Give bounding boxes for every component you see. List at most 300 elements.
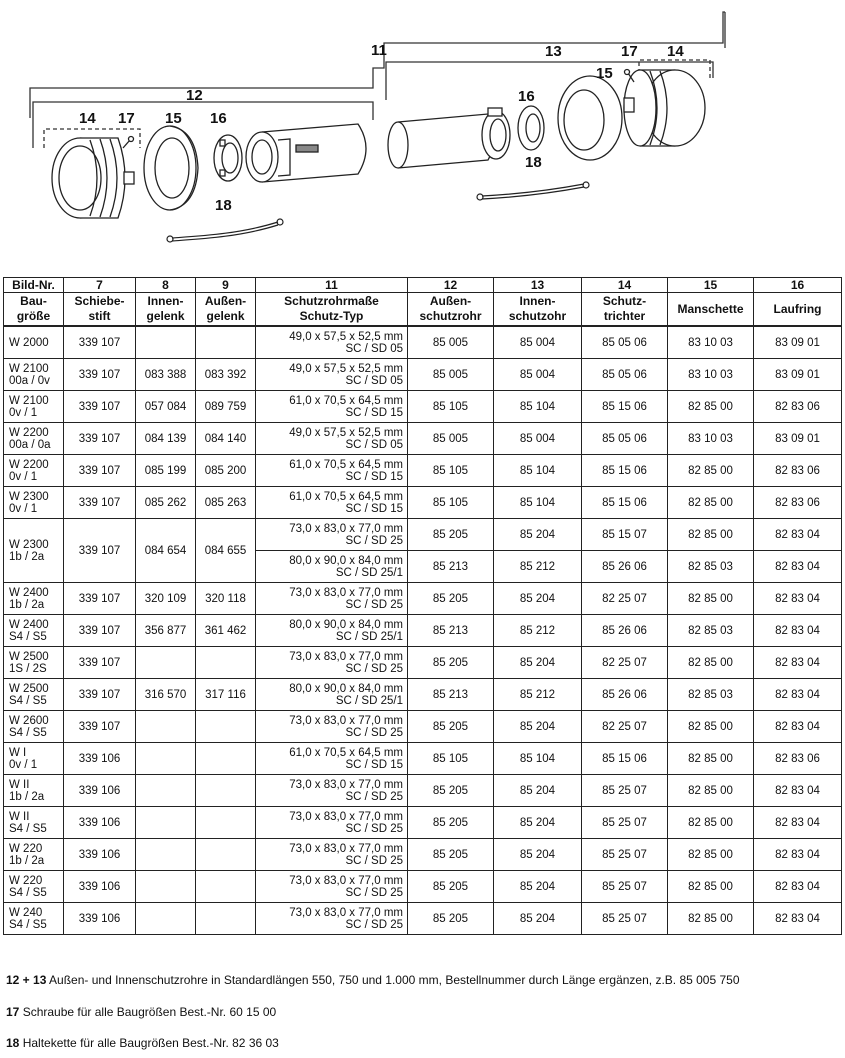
cell-line: W II [9, 810, 30, 823]
cell-c8 [136, 839, 196, 871]
callout-15-left: 15 [165, 110, 182, 127]
callout-18-left: 18 [215, 197, 232, 214]
cell-line: SC / SD 25 [345, 726, 403, 739]
cell-c16: 82 83 04 [754, 775, 842, 807]
table-row [4, 487, 842, 519]
dimension-cell [256, 391, 408, 423]
protection-cone-right [624, 70, 705, 146]
cell-c7: 339 107 [64, 711, 136, 743]
callout-16-right: 16 [518, 88, 535, 105]
cell-c15: 82 85 00 [668, 807, 754, 839]
cell-c12: 85 205 [408, 711, 494, 743]
table-row [4, 519, 842, 551]
table-row [4, 615, 842, 647]
header-name-line: Schutzrohrmaße [284, 294, 379, 308]
cell-c14: 85 26 06 [582, 615, 668, 647]
cell-c14: 85 15 06 [582, 391, 668, 423]
table-row [4, 711, 842, 743]
cell-line: W 2200 [9, 426, 49, 439]
size-cell [4, 359, 64, 391]
cell-c9 [196, 743, 256, 775]
dimension-cell [256, 871, 408, 903]
cell-line: W 2300 [9, 538, 49, 551]
size-cell [4, 743, 64, 775]
cell-c13: 85 204 [494, 583, 582, 615]
header-name-9 [754, 293, 842, 327]
cell-c15: 82 85 00 [668, 583, 754, 615]
cell-line: S4 / S5 [9, 822, 47, 835]
header-name-line: Schutz- [602, 294, 647, 308]
size-cell [4, 711, 64, 743]
cell-c9: 085 200 [196, 455, 256, 487]
dimension-cell [256, 647, 408, 679]
callout-18-right: 18 [525, 154, 542, 171]
cell-line: W 240 [9, 906, 43, 919]
header-name-line: Bau- [20, 294, 47, 308]
cell-c8: 316 570 [136, 679, 196, 711]
callout-15-right: 15 [596, 65, 613, 82]
cell-c8: 084 139 [136, 423, 196, 455]
parts-table [3, 277, 842, 935]
cell-line: 00a / 0v [9, 374, 50, 387]
cell-c7: 339 106 [64, 871, 136, 903]
dimension-cell [256, 807, 408, 839]
cell-line: SC / SD 25 [345, 886, 403, 899]
cell-c16: 82 83 04 [754, 839, 842, 871]
cell-c13: 85 204 [494, 711, 582, 743]
cell-line: 73,0 x 83,0 x 77,0 mm [289, 810, 403, 823]
holding-chain-left [167, 219, 283, 242]
cell-line: 49,0 x 57,5 x 52,5 mm [289, 426, 403, 439]
cell-c12: 85 005 [408, 326, 494, 359]
cell-c12: 85 205 [408, 583, 494, 615]
cell-line: SC / SD 25 [345, 598, 403, 611]
cell-c13: 85 204 [494, 839, 582, 871]
size-cell [4, 423, 64, 455]
cell-line: 80,0 x 90,0 x 84,0 mm [289, 554, 403, 567]
cell-c9: 084 655 [196, 519, 256, 583]
cell-c13: 85 204 [494, 871, 582, 903]
cell-c15: 82 85 03 [668, 615, 754, 647]
cell-c9: 320 118 [196, 583, 256, 615]
cell-c12: 85 105 [408, 487, 494, 519]
table-row [4, 743, 842, 775]
cell-line: W 2400 [9, 586, 49, 599]
cell-c12: 85 205 [408, 807, 494, 839]
cell-c12: 85 213 [408, 615, 494, 647]
cell-c15: 82 85 00 [668, 391, 754, 423]
cell-line: SC / SD 05 [345, 374, 403, 387]
cell-c12: 85 205 [408, 871, 494, 903]
header-number-6: 13 [494, 278, 582, 293]
table-row [4, 903, 842, 935]
cell-c16: 83 09 01 [754, 326, 842, 359]
header-name-line: schutzohr [508, 309, 567, 323]
cell-c16: 82 83 04 [754, 583, 842, 615]
cell-c13: 85 204 [494, 647, 582, 679]
cell-c16: 82 83 04 [754, 871, 842, 903]
cell-line: 1b / 2a [9, 854, 45, 867]
cell-line: SC / SD 15 [345, 502, 403, 515]
cell-c14: 85 25 07 [582, 775, 668, 807]
header-number-5: 12 [408, 278, 494, 293]
cell-line: SC / SD 25/1 [335, 694, 403, 707]
table-row [4, 423, 842, 455]
dimension-cell [256, 487, 408, 519]
dimension-cell [256, 519, 408, 551]
cell-line: 0v / 1 [9, 406, 38, 419]
cell-c15: 82 85 03 [668, 551, 754, 583]
cell-c15: 82 85 00 [668, 871, 754, 903]
cell-c7: 339 107 [64, 487, 136, 519]
dimension-cell [256, 839, 408, 871]
bearing-ring-right [518, 106, 544, 150]
dimension-cell [256, 551, 408, 583]
header-number-8: 15 [668, 278, 754, 293]
cell-line: 73,0 x 83,0 x 77,0 mm [289, 586, 403, 599]
sleeve-left [144, 126, 198, 210]
cell-c8 [136, 807, 196, 839]
cell-line: W 2600 [9, 714, 49, 727]
cell-c15: 82 85 03 [668, 679, 754, 711]
cell-c7: 339 107 [64, 455, 136, 487]
dimension-cell [256, 423, 408, 455]
cell-c7: 339 107 [64, 583, 136, 615]
cell-line: W 2300 [9, 490, 49, 503]
cell-c16: 82 83 06 [754, 487, 842, 519]
cell-c15: 82 85 00 [668, 487, 754, 519]
header-name-row [4, 293, 842, 327]
cell-c12: 85 205 [408, 647, 494, 679]
size-cell [4, 326, 64, 359]
cell-c9: 361 462 [196, 615, 256, 647]
table-body [4, 326, 842, 935]
header-name-line: trichter [603, 309, 646, 323]
cell-c14: 85 05 06 [582, 423, 668, 455]
cell-c7: 339 107 [64, 519, 136, 583]
cell-c14: 85 25 07 [582, 903, 668, 935]
cell-c14: 85 15 06 [582, 487, 668, 519]
cell-c16: 82 83 04 [754, 519, 842, 551]
cell-line: 49,0 x 57,5 x 52,5 mm [289, 330, 403, 343]
cell-line: S4 / S5 [9, 918, 47, 931]
size-cell [4, 679, 64, 711]
table-row [4, 326, 842, 359]
cell-line: SC / SD 15 [345, 406, 403, 419]
cell-line: 73,0 x 83,0 x 77,0 mm [289, 906, 403, 919]
cell-c12: 85 213 [408, 679, 494, 711]
cell-line: W 2000 [9, 336, 49, 349]
cell-line: 49,0 x 57,5 x 52,5 mm [289, 362, 403, 375]
cell-line: SC / SD 25/1 [335, 630, 403, 643]
cell-c7: 339 106 [64, 807, 136, 839]
cell-c9: 085 263 [196, 487, 256, 519]
dimension-cell [256, 743, 408, 775]
bearing-ring-left [214, 135, 242, 181]
cell-c16: 82 83 04 [754, 647, 842, 679]
cell-c7: 339 107 [64, 615, 136, 647]
note-text: Schraube für alle Baugrößen Best.-Nr. 60 15 00 [22, 1005, 277, 1019]
size-cell [4, 519, 64, 583]
cell-line: S4 / S5 [9, 726, 47, 739]
cell-c13: 85 204 [494, 775, 582, 807]
cell-c12: 85 205 [408, 519, 494, 551]
cell-c15: 82 85 00 [668, 455, 754, 487]
cell-c13: 85 204 [494, 807, 582, 839]
cell-line: 00a / 0a [9, 438, 51, 451]
size-cell [4, 903, 64, 935]
size-cell [4, 391, 64, 423]
cell-c14: 85 05 06 [582, 326, 668, 359]
cell-c14: 85 15 06 [582, 743, 668, 775]
cell-line: SC / SD 25 [345, 790, 403, 803]
cell-c9 [196, 711, 256, 743]
note-chain [6, 1036, 279, 1050]
callout-17-left: 17 [118, 110, 135, 127]
cell-line: 73,0 x 83,0 x 77,0 mm [289, 650, 403, 663]
note-key: 18 [6, 1036, 20, 1050]
cell-c15: 82 85 00 [668, 903, 754, 935]
cell-line: SC / SD 25 [345, 662, 403, 675]
cell-c12: 85 205 [408, 775, 494, 807]
cell-c15: 83 10 03 [668, 359, 754, 391]
note-key: 17 [6, 1005, 20, 1019]
cell-line: 61,0 x 70,5 x 64,5 mm [289, 490, 403, 503]
size-cell [4, 455, 64, 487]
cell-line: 0v / 1 [9, 758, 38, 771]
cell-c16: 82 83 04 [754, 551, 842, 583]
screw-left [123, 137, 134, 149]
dimension-cell [256, 455, 408, 487]
cell-c14: 82 25 07 [582, 711, 668, 743]
header-name-line: Schiebe- [74, 294, 125, 308]
cell-line: SC / SD 25/1 [335, 566, 403, 579]
header-name-line: Innen- [147, 294, 184, 308]
size-cell [4, 487, 64, 519]
cell-c9 [196, 647, 256, 679]
cell-c12: 85 105 [408, 455, 494, 487]
cell-c13: 85 212 [494, 615, 582, 647]
cell-line: W 2400 [9, 618, 49, 631]
cell-c13: 85 004 [494, 423, 582, 455]
cell-c16: 82 83 04 [754, 903, 842, 935]
header-number-1: 7 [64, 278, 136, 293]
header-number-3: 9 [196, 278, 256, 293]
header-name-5 [408, 293, 494, 327]
cell-c9: 084 140 [196, 423, 256, 455]
header-name-1 [64, 293, 136, 327]
cell-line: 61,0 x 70,5 x 64,5 mm [289, 458, 403, 471]
cell-c13: 85 004 [494, 326, 582, 359]
table-row [4, 391, 842, 423]
cell-c15: 82 85 00 [668, 839, 754, 871]
callout-17-right: 17 [621, 43, 638, 60]
cell-line: 1b / 2a [9, 790, 45, 803]
cell-c9: 089 759 [196, 391, 256, 423]
cell-c15: 82 85 00 [668, 775, 754, 807]
cell-c16: 82 83 04 [754, 615, 842, 647]
table-row [4, 871, 842, 903]
cell-line: 61,0 x 70,5 x 64,5 mm [289, 394, 403, 407]
cell-c15: 82 85 00 [668, 711, 754, 743]
table-row [4, 679, 842, 711]
cell-c14: 85 26 06 [582, 679, 668, 711]
dimension-cell [256, 326, 408, 359]
protection-cone-left [52, 138, 134, 218]
cell-c8: 084 654 [136, 519, 196, 583]
cell-c7: 339 106 [64, 743, 136, 775]
cell-c15: 83 10 03 [668, 423, 754, 455]
note-text: Außen- und Innenschutzrohre in Standardlängen 550, 750 und 1.000 mm, Bestellnummer durch Länge ergänzen, z.B. 85 005 750 [49, 973, 740, 987]
cell-line: 61,0 x 70,5 x 64,5 mm [289, 746, 403, 759]
callout-12: 12 [186, 87, 203, 104]
cell-line: 0v / 1 [9, 470, 38, 483]
cell-c8: 085 199 [136, 455, 196, 487]
cell-c8: 057 084 [136, 391, 196, 423]
cell-line: SC / SD 05 [345, 438, 403, 451]
cell-c16: 82 83 06 [754, 455, 842, 487]
size-cell [4, 583, 64, 615]
cell-line: SC / SD 25 [345, 854, 403, 867]
cell-c13: 85 212 [494, 551, 582, 583]
dimension-cell [256, 615, 408, 647]
cell-line: 73,0 x 83,0 x 77,0 mm [289, 714, 403, 727]
cell-c9 [196, 839, 256, 871]
cell-c16: 82 83 04 [754, 807, 842, 839]
cell-c14: 82 25 07 [582, 647, 668, 679]
cell-line: SC / SD 25 [345, 918, 403, 931]
cell-c8 [136, 711, 196, 743]
cell-c8 [136, 326, 196, 359]
cell-line: 1b / 2a [9, 598, 45, 611]
dimension-cell [256, 711, 408, 743]
exploded-parts-diagram [0, 0, 845, 270]
cell-c14: 85 25 07 [582, 807, 668, 839]
cell-line: 0v / 1 [9, 502, 38, 515]
header-name-line: gelenk [206, 309, 245, 323]
cell-line: 80,0 x 90,0 x 84,0 mm [289, 682, 403, 695]
cell-c16: 82 83 06 [754, 391, 842, 423]
cell-c8 [136, 775, 196, 807]
outer-tube-left [246, 124, 366, 182]
header-number-row [4, 278, 842, 293]
header-number-4: 11 [256, 278, 408, 293]
cell-c9 [196, 807, 256, 839]
cell-c9: 083 392 [196, 359, 256, 391]
header-name-4 [256, 293, 408, 327]
cell-c9 [196, 903, 256, 935]
cell-line: SC / SD 15 [345, 758, 403, 771]
callout-16-left: 16 [210, 110, 227, 127]
cell-line: SC / SD 25 [345, 534, 403, 547]
header-name-line: größe [16, 309, 51, 323]
cell-c7: 339 106 [64, 839, 136, 871]
sleeve-right [558, 76, 622, 160]
header-name-8 [668, 293, 754, 327]
cell-c14: 85 05 06 [582, 359, 668, 391]
inner-tube-right [388, 108, 510, 168]
size-cell [4, 871, 64, 903]
cell-c7: 339 106 [64, 775, 136, 807]
header-number-2: 8 [136, 278, 196, 293]
cell-c14: 85 15 07 [582, 519, 668, 551]
cell-c12: 85 105 [408, 391, 494, 423]
dimension-cell [256, 359, 408, 391]
cell-line: W 2100 [9, 394, 49, 407]
dimension-cell [256, 679, 408, 711]
cell-line: W 220 [9, 874, 43, 887]
cell-c7: 339 107 [64, 423, 136, 455]
header-name-line: schutzrohr [419, 309, 482, 323]
cell-line: S4 / S5 [9, 630, 47, 643]
dimension-cell [256, 903, 408, 935]
note-key: 12 + 13 [6, 973, 47, 987]
cell-c13: 85 204 [494, 903, 582, 935]
header-name-3 [196, 293, 256, 327]
holding-chain-right [477, 182, 589, 200]
header-name-line: Schutz-Typ [299, 309, 364, 323]
size-cell [4, 615, 64, 647]
cell-c13: 85 004 [494, 359, 582, 391]
cell-c13: 85 212 [494, 679, 582, 711]
cell-c16: 82 83 04 [754, 711, 842, 743]
cell-line: 73,0 x 83,0 x 77,0 mm [289, 522, 403, 535]
cell-c13: 85 104 [494, 487, 582, 519]
header-name-2 [136, 293, 196, 327]
table-row [4, 647, 842, 679]
cell-c14: 85 15 06 [582, 455, 668, 487]
cell-c9 [196, 775, 256, 807]
cell-c7: 339 107 [64, 679, 136, 711]
cell-c8: 356 877 [136, 615, 196, 647]
cell-c15: 82 85 00 [668, 519, 754, 551]
cell-c12: 85 005 [408, 359, 494, 391]
callout-13: 13 [545, 43, 562, 60]
cell-line: W 2500 [9, 650, 49, 663]
cell-line: 73,0 x 83,0 x 77,0 mm [289, 778, 403, 791]
header-number-7: 14 [582, 278, 668, 293]
cell-c13: 85 104 [494, 455, 582, 487]
cell-c16: 83 09 01 [754, 359, 842, 391]
table-row [4, 775, 842, 807]
table-row [4, 807, 842, 839]
cell-line: SC / SD 05 [345, 342, 403, 355]
table-row [4, 839, 842, 871]
cell-line: S4 / S5 [9, 694, 47, 707]
cell-c14: 85 25 07 [582, 871, 668, 903]
cell-c15: 82 85 00 [668, 647, 754, 679]
cell-c9: 317 116 [196, 679, 256, 711]
cell-c12: 85 005 [408, 423, 494, 455]
callout-11: 11 [371, 42, 387, 59]
header-name-line: Laufring [773, 301, 822, 316]
cell-c14: 85 25 07 [582, 839, 668, 871]
table-row [4, 583, 842, 615]
cell-c13: 85 104 [494, 391, 582, 423]
table-row [4, 359, 842, 391]
header-number-9: 16 [754, 278, 842, 293]
cell-c14: 85 26 06 [582, 551, 668, 583]
cell-line: 73,0 x 83,0 x 77,0 mm [289, 842, 403, 855]
cell-line: W 2500 [9, 682, 49, 695]
cell-c12: 85 213 [408, 551, 494, 583]
cell-line: S4 / S5 [9, 886, 47, 899]
size-cell [4, 647, 64, 679]
note-text: Haltekette für alle Baugrößen Best.-Nr. 82 36 03 [22, 1036, 279, 1050]
note-tubes [6, 973, 740, 987]
header-name-line: Außen- [429, 294, 472, 308]
cell-c8 [136, 743, 196, 775]
